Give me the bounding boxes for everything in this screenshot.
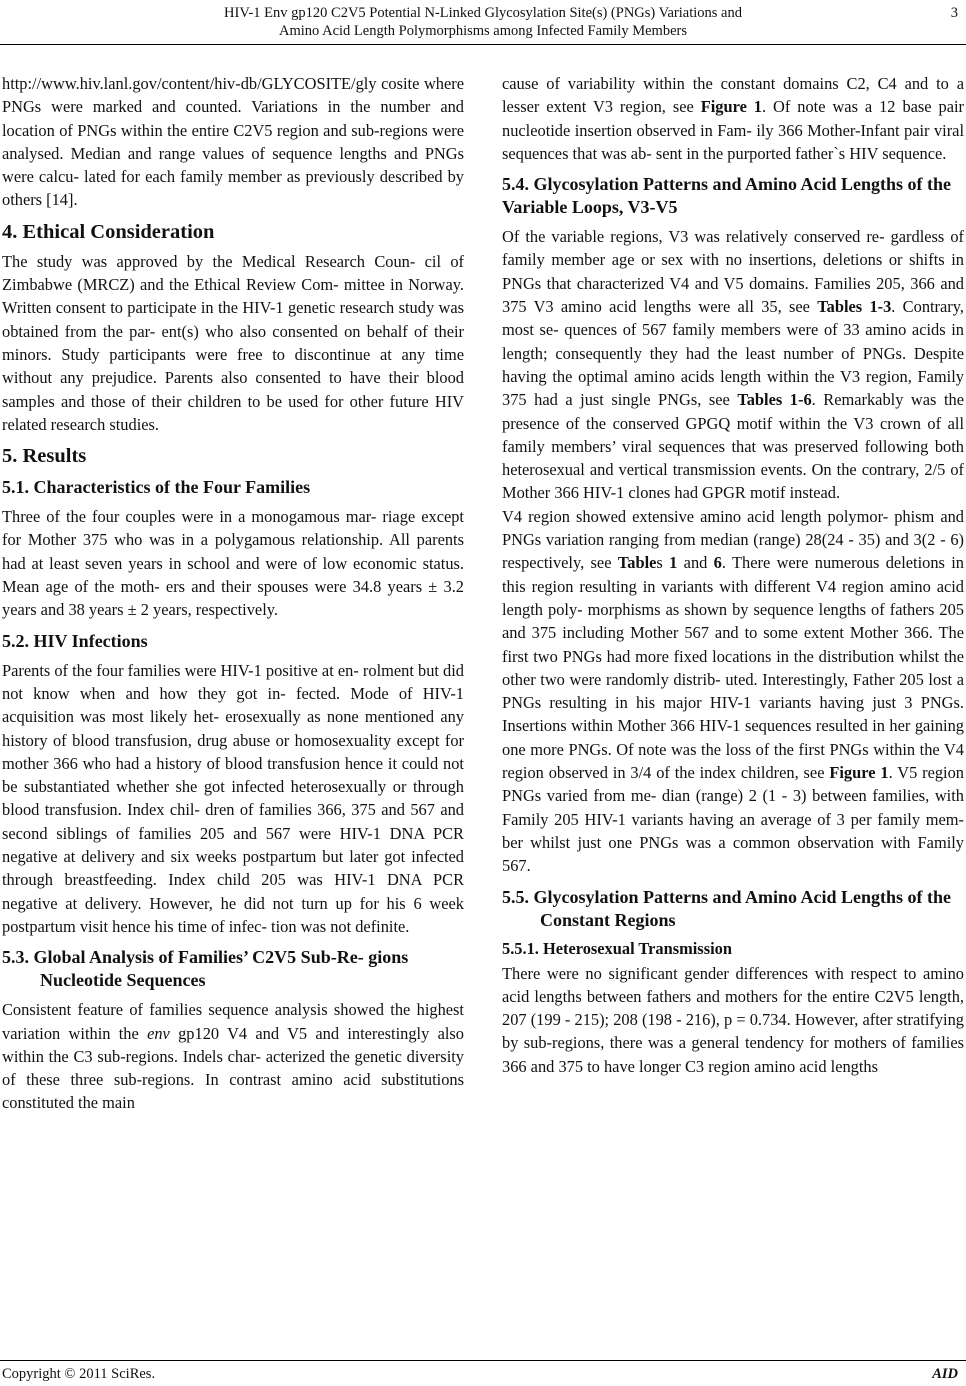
heading-5-5: 5.5. Glycosylation Patterns and Amino Acid Lengths of the Constant Regions <box>502 886 952 930</box>
heading-5-1: 5.1. Characteristics of the Four Families <box>2 477 311 498</box>
paragraph-variability <box>502 72 964 165</box>
header-title-line2: Amino Acid Length Polymorphisms among Infected Family Members <box>279 23 687 39</box>
gene-name-env: env <box>147 1023 170 1043</box>
table-reference: 6 <box>713 553 722 573</box>
table-reference: Tables 1-3 <box>817 297 892 317</box>
paragraph-ethical: The study was approved by the Medical Research Coun- cil of Zimbabwe (MRCZ) and the Ethical Review Com- mittee in Norway. Written consent to participate in the HIV-1 genetic research study was obtained from the par- ent(s) who also consented on behalf of their minors. Study participants were free to discontinue at any time without any prejudice. Parents also consented to have their blood samples and those of their children to be used for other future HIV related research studies. <box>2 251 464 434</box>
heading-results: 5. Results <box>2 445 87 468</box>
heading-ethical-consideration: 4. Ethical Consideration <box>2 220 215 243</box>
text-run: cause of variability within the constant domains C2, C4 and to a lesser extent V3 region, see <box>502 74 964 117</box>
text-run: gp120 V4 and V5 and interestingly also within the C3 sub-regions. Indels char- acterized the genetic diversity of these three sub-regions. In contrast amino acid substitutions constituted the main <box>2 1023 464 1113</box>
left-column <box>2 72 464 1115</box>
running-header <box>0 4 966 40</box>
paragraph-5-1: Three of the four couples were in a monogamous mar- riage except for Mother 375 who was in a polygamous relationship. All parents had at least seven years in school and were of low economic status. Mean age of the moth- ers and their spouses were 34.8 years ± 3.2 years and 38 years ± 2 years, respectively. <box>2 507 464 620</box>
paragraph-v4 <box>502 505 964 878</box>
right-column <box>502 72 964 1078</box>
text-run: s <box>656 553 670 573</box>
header-rule <box>0 44 966 45</box>
text-run: . V5 region PNGs varied from me- dian (range) 2 (1 - 3) between families, with Family 205 HIV-1 variants having an average of 3 per family mem- ber whilst just one PNGs was a common observation with Family 567. <box>502 763 965 876</box>
text-run: . There were numerous deletions in this region resulting in variants with different V4 region amino acid length poly- morphisms as shown by sequence lengths of fathers 205 and 375 including Mother 567 and to some extent Mother 366. The first two PNGs had more fixed locations in the distribution whilst the other two were randomly distrib- uted. Interestingly, Father 205 lost a PNGs resulting in his major HIV-1 variants having just 3 PNGs. Insertions within Mother 366 HIV-1 sequences resulted in her gaining one more PNGs. Of note was the loss of the first PNGs within the V4 region observed in 3/4 of the index children, see <box>502 553 964 783</box>
figure-reference: Figure 1 <box>700 97 763 117</box>
heading-5-3: 5.3. Global Analysis of Families’ C2V5 Sub-Re- gions Nucleotide Sequences <box>2 947 409 991</box>
text-run: . Contrary, most se- quences of 567 family members were of 33 amino acids in length; consequently they had the least number of PNGs. Despite having the optimal amino acids length within the V3 region, Family 375 had a just single PNGs, see <box>502 297 964 410</box>
header-title-line1: HIV-1 Env gp120 C2V5 Potential N-Linked Glycosylation Site(s) (PNGs) Variations and <box>224 5 742 21</box>
heading-5-4: 5.4. Glycosylation Patterns and Amino Acid Lengths of the Variable Loops, V3-V5 <box>502 174 952 218</box>
heading-5-5-1: 5.5.1. Heterosexual Transmission <box>502 938 732 958</box>
heading-5-2: 5.2. HIV Infections <box>2 630 148 651</box>
page-number: 3 <box>950 5 958 21</box>
table-reference: 1 <box>669 553 678 573</box>
paragraph-5-2: Parents of the four families were HIV-1 positive at en- rolment but did not know when and how they got in- fected. Mode of HIV-1 acquisition was most likely het- erosexually as none mentioned any history of blood transfusion, drug abuse or homosexuality except for mother 366 who had a history of blood transfusion hence it could not be substantiated whether she got infected heterosexually or through blood transfusion. Index chil- dren of families 366, 375 and 567 and second siblings of families 205 and 567 were HIV-1 DNA PCR negative at delivery and six weeks postpartum but later got infected through breastfeeding. Index child 205 was HIV-1 DNA PCR negative at delivery. However, he did not turn up for his 6 week postpartum visit hence his time of infec- tion was not definite. <box>2 660 464 936</box>
text-run: . Remarkably was the presence of the conserved GPGQ motif within the V3 crown of all family members’ viral sequences that was preserved following both heterosexual and vertical transmission events. On the contrary, 2/5 of Mother 366 HIV-1 clones had GPGR motif instead. <box>502 390 964 503</box>
figure-reference: Figure 1 <box>829 763 889 783</box>
journal-abbreviation: AID <box>932 1366 958 1382</box>
text-run: Of the variable regions, V3 was relatively conserved re- gardless of family member age or sex with no insertions, deletions or shifts in PNGs that characterized V4 and V5 domains. Families 205, 366 and 375 V3 amino acid lengths were all 35, see <box>502 227 964 317</box>
footer-rule <box>0 1360 966 1361</box>
text-run: Consistent feature of families sequence analysis showed the highest variation within the <box>2 1000 464 1043</box>
table-reference: Tables 1-6 <box>737 390 812 410</box>
text-run: . Of note was a 12 base pair nucleotide insertion observed in Fam- ily 366 Mother-Infant pair viral sequences that was ab- sent in the purported father`s HIV sequence. <box>502 97 964 163</box>
copyright-notice: Copyright © 2011 SciRes. <box>2 1366 156 1382</box>
paragraph-5-3 <box>2 998 464 1114</box>
paragraph-glycosite: http://www.hiv.lanl.gov/content/hiv-db/GLYCOSITE/gly cosite where PNGs were marked and counted. Variations in the number and location of PNGs within the entire C2V5 region and sub-regions were analysed. Median and range values of sequence lengths and PNGs were calcu- lated for each family member as previously described by others [14]. <box>2 74 464 210</box>
text-run: and <box>677 553 714 573</box>
table-reference: Table <box>617 553 657 573</box>
paragraph-5-4 <box>502 225 964 505</box>
paragraph-5-5-1: There were no significant gender differences with respect to amino acid lengths between fathers and mothers for the entire C2V5 length, 207 (199 - 215); 208 (198 - 216), p = 0.734. However, after stratifying by sub-regions, there was a general tendency for mothers of families 366 and 375 to have longer C3 region amino acid lengths <box>502 963 964 1076</box>
text-run: V4 region showed extensive amino acid length polymor- phism and PNGs variation ranging from median (range) 28(24 - 35) and 3(2 - 6) respectively, see <box>502 506 964 573</box>
page-footer <box>2 1366 962 1383</box>
